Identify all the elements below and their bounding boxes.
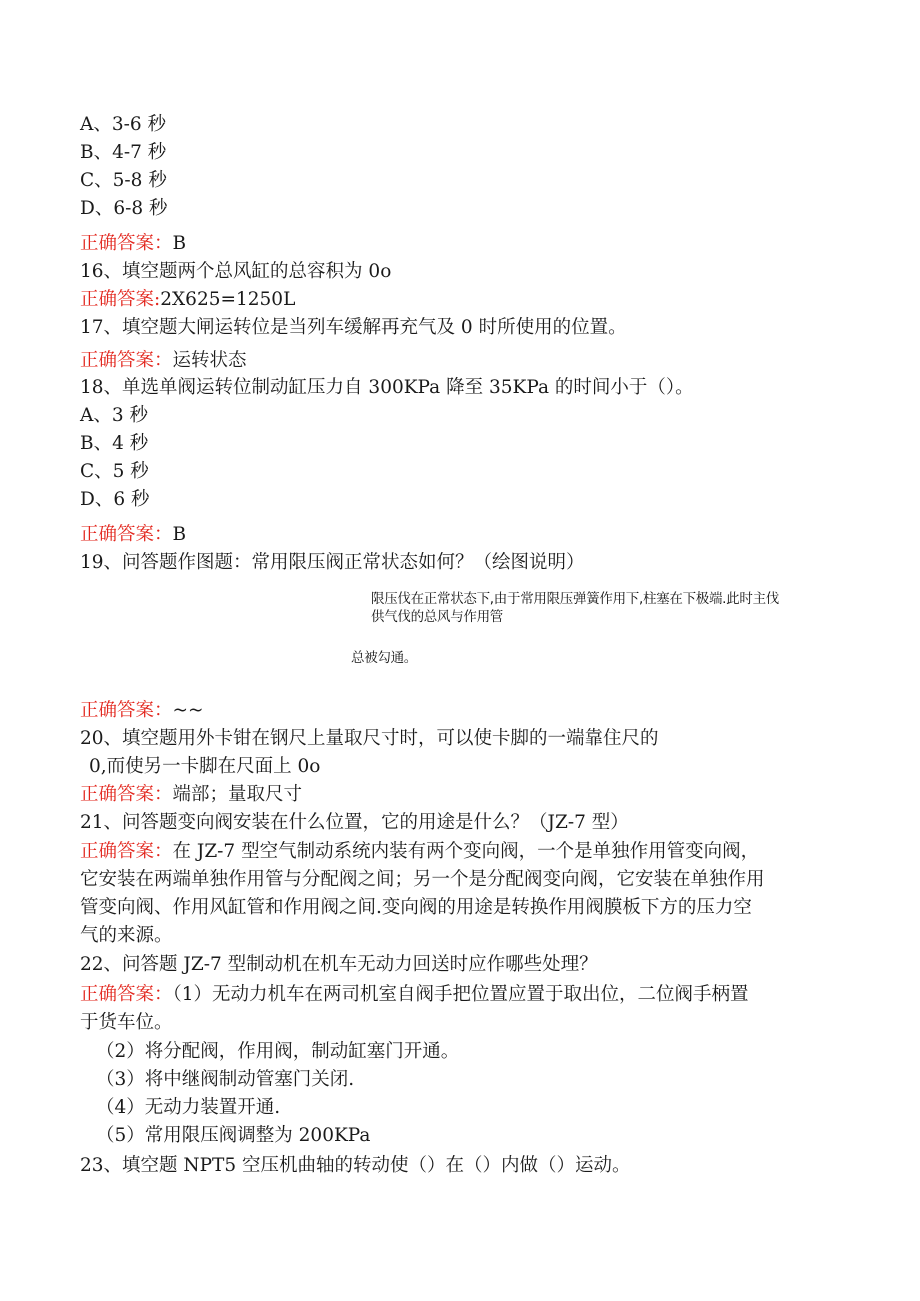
q22-answer-item: （3）将中继阀制动管塞门关闭.	[96, 1069, 355, 1090]
q18-option-c: C、5 秒	[80, 461, 149, 482]
q18-question: 18、单选单阀运转位制动缸压力自 300KPa 降至 35KPa 的时间小于（）。	[80, 377, 694, 398]
answer-label: 正确答案：	[80, 841, 173, 862]
answer-value: B	[172, 233, 187, 254]
q20-question-line2: 0,而使另一卡脚在尺面上 0o	[89, 756, 321, 777]
q21-answer-line1	[80, 838, 759, 866]
answer-value: 2X625=1250L	[160, 289, 296, 310]
answer-value: （1）无动力机车在两司机室自阀手把位置应置于取出位，二位阀手柄置	[172, 984, 749, 1005]
q19-figure-text-3: 总被勾通。	[351, 650, 417, 666]
q16-answer	[80, 286, 295, 314]
answer-value: 端部；量取尺寸	[172, 784, 303, 805]
answer-label: 正确答案：	[80, 350, 173, 371]
q19-figure-text-2: 供气伐的总风与作用管	[371, 609, 503, 625]
answer-value: B	[172, 524, 187, 545]
q22-answer-item: （2）将分配阀，作用阀，制动缸塞门开通。	[96, 1041, 460, 1062]
q20-question-line1: 20、填空题用外卡钳在钢尺上量取尺寸时，可以使卡脚的一端靠住尺的	[80, 728, 659, 749]
q21-answer-line3: 管变向阀、作用风缸管和作用阀之间.变向阀的用途是转换作用阀膜板下方的压力空	[80, 897, 752, 918]
answer-value: 运转状态	[172, 350, 247, 371]
answer-label: 正确答案:	[80, 289, 161, 310]
answer-value: ~~	[172, 700, 204, 721]
q15-option-a: A、3-6 秒	[80, 114, 167, 135]
q18-option-d: D、6 秒	[80, 489, 150, 510]
q17-question: 17、填空题大闸运转位是当列车缓解再充气及 0 时所使用的位置。	[80, 317, 627, 338]
answer-label: 正确答案：	[80, 524, 173, 545]
q22-answer-line2: 于货车位。	[80, 1012, 173, 1033]
q15-option-b: B、4-7 秒	[80, 142, 167, 163]
answer-label: 正确答案：	[80, 984, 173, 1005]
q18-answer	[80, 521, 186, 549]
answer-value: 在 JZ-7 型空气制动系统内装有两个变向阀，一个是单独作用管变向阀，	[172, 841, 760, 862]
q19-answer	[80, 697, 204, 725]
q17-answer	[80, 347, 247, 375]
q16-question: 16、填空题两个总风缸的总容积为 0o	[80, 261, 392, 282]
q23-question: 23、填空题 NPT5 空压机曲轴的转动使（）在（）内做（）运动。	[80, 1155, 631, 1176]
q22-question: 22、问答题 JZ-7 型制动机在机车无动力回送时应作哪些处理？	[80, 954, 598, 975]
answer-label: 正确答案：	[80, 784, 173, 805]
q22-answer-item: （4）无动力装置开通.	[96, 1097, 281, 1118]
q20-answer	[80, 781, 302, 809]
q15-answer	[80, 230, 186, 258]
answer-label: 正确答案：	[80, 700, 173, 721]
q19-question: 19、问答题作图题：常用限压阀正常状态如何？（绘图说明）	[80, 552, 585, 573]
q18-option-a: A、3 秒	[80, 405, 149, 426]
q21-answer-line2: 它安装在两端单独作用管与分配阀之间；另一个是分配阀变向阀，它安装在单独作用	[80, 869, 765, 890]
q22-answer-line1	[80, 981, 749, 1009]
q18-option-b: B、4 秒	[80, 433, 149, 454]
q15-option-c: C、5-8 秒	[80, 170, 167, 191]
q15-option-d: D、6-8 秒	[80, 198, 168, 219]
q21-answer-line4: 气的来源。	[80, 925, 173, 946]
answer-label: 正确答案：	[80, 233, 173, 254]
q19-figure-text-1: 限压伐在正常状态下,由于常用限压弹簧作用下,柱塞在下极端.此时主伐	[371, 591, 779, 607]
q22-answer-item: （5）常用限压阀调整为 200KPa	[96, 1125, 371, 1146]
q21-question: 21、问答题变向阀安装在什么位置，它的用途是什么？（JZ-7 型）	[80, 812, 629, 833]
